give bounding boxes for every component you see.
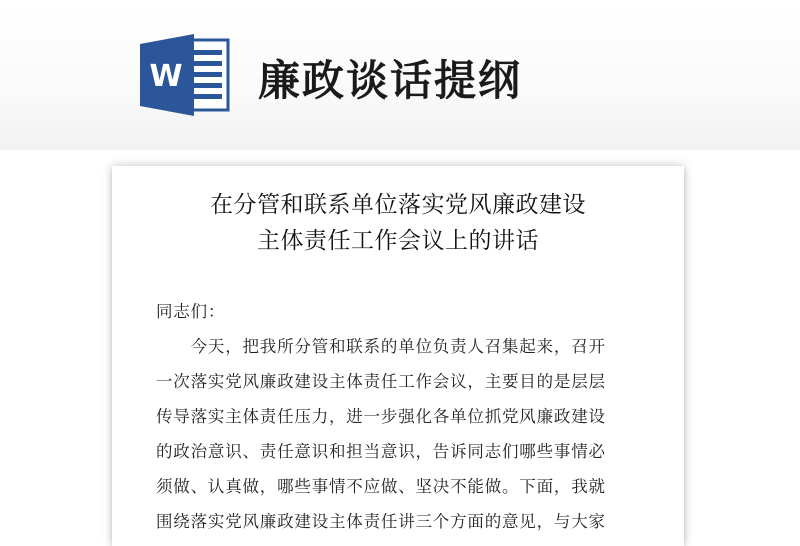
salutation: 同志们： [156,302,226,321]
body-line: 传导落实主体责任压力，进一步强化各单位抓党风廉政建设 [156,407,606,426]
body-line: 一次落实党风廉政建设主体责任工作会议，主要目的是层层 [156,372,606,391]
document-page [112,166,684,546]
document-title-line-1: 在分管和联系单位落实党风廉政建设 [210,192,586,218]
body-line: 围绕落实党风廉政建设主体责任讲三个方面的意见，与大家 [156,512,606,531]
word-document-icon [140,34,232,116]
document-title-line-2: 主体责任工作会议上的讲话 [257,228,539,254]
body-line: 的政治意识、责任意识和担当意识，告诉同志们哪些事情必 [156,442,606,461]
header-banner [0,0,800,150]
word-icon-letter: W [149,59,183,94]
body-line: 今天，把我所分管和联系的单位负责人召集起来，召开 [156,337,606,356]
body-line: 须做、认真做，哪些事情不应做、坚决不能做。下面，我就 [156,477,606,496]
page-title: 廉政谈话提纲 [258,56,523,105]
